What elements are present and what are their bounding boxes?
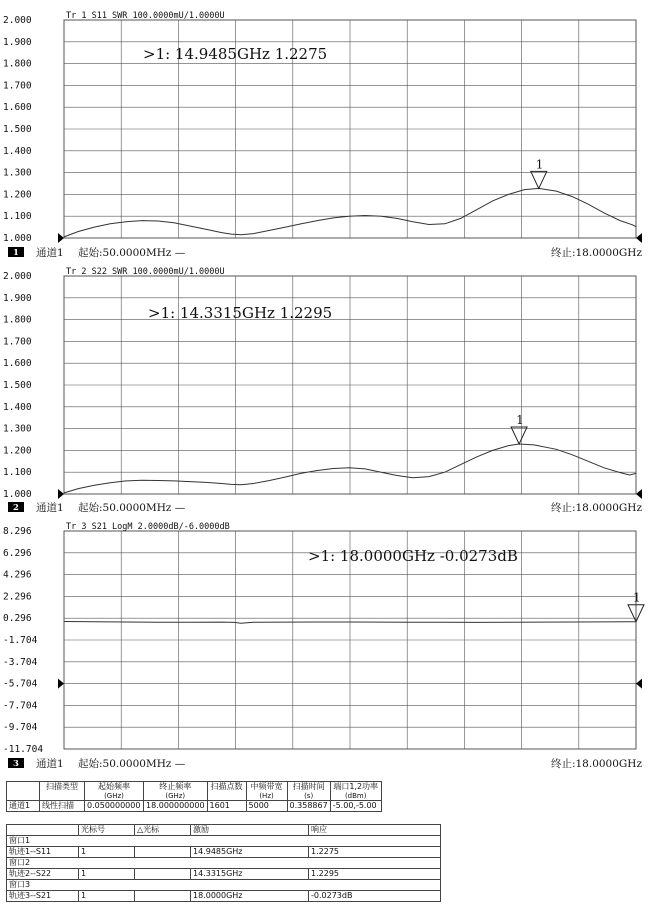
y-tick-label: 1.800 xyxy=(3,314,32,326)
marker-table-header-row xyxy=(7,825,441,836)
y-tick-label: 2.000 xyxy=(3,15,32,26)
y-tick-label: -3.704 xyxy=(3,656,38,668)
window-row xyxy=(7,880,441,891)
y-tick-label: 1.200 xyxy=(3,445,32,457)
reference-arrow-right xyxy=(636,489,642,499)
sweep-header-cell: 终止频率 (GHz) xyxy=(144,782,208,801)
sweep-header-cell: 扫描点数 xyxy=(207,782,246,801)
marker-row xyxy=(7,869,441,880)
channel-label: 通道1 xyxy=(36,247,64,259)
start-frequency-label: 起始:50.0000MHz — xyxy=(78,758,186,770)
trace-header: Tr 1 S11 SWR 100.0000mU/1.0000U xyxy=(66,11,225,21)
sweep-header-cell: 扫描时间 (s) xyxy=(287,782,330,801)
sweep-settings-row xyxy=(7,801,382,812)
stop-frequency-label: 终止:18.0000GHz xyxy=(550,758,642,770)
y-tick-label: 1.500 xyxy=(3,124,32,135)
start-freq-cell: 0.050000000 xyxy=(85,801,144,812)
y-tick-label: 1.000 xyxy=(3,489,32,500)
y-tick-label: 1.600 xyxy=(3,102,32,114)
y-tick-label: 6.296 xyxy=(3,547,32,559)
marker-table xyxy=(6,824,441,902)
y-tick-label: 1.900 xyxy=(3,292,32,304)
chart-panel-1 xyxy=(3,11,642,259)
channel-cell: 通道1 xyxy=(7,801,40,812)
delta-marker-cell xyxy=(135,891,191,902)
y-tick-label: 4.296 xyxy=(3,569,32,581)
y-tick-label: 1.300 xyxy=(3,167,32,179)
marker-readout: >1: 14.9485GHz 1.2275 xyxy=(143,45,328,63)
trace-header: Tr 3 S21 LogM 2.0000dB/-6.0000dB xyxy=(66,522,230,532)
marker-header-cell: △光标 xyxy=(135,825,191,836)
sweep-header-cell: 中频带宽 (Hz) xyxy=(246,782,287,801)
marker-label: 1 xyxy=(516,412,524,427)
sweep-settings-table xyxy=(6,781,382,812)
window-label: 窗口3 xyxy=(7,880,441,891)
delta-marker-cell xyxy=(135,847,191,858)
window-row xyxy=(7,858,441,869)
chart-panel-2 xyxy=(3,267,642,514)
reference-arrow-right xyxy=(636,679,642,689)
start-frequency-label: 起始:50.0000MHz — xyxy=(78,502,186,514)
trace-cell: 轨迹2--S22 xyxy=(7,869,79,880)
marker-number-cell: 1 xyxy=(79,869,135,880)
stimulus-cell: 18.0000GHz xyxy=(191,891,309,902)
start-frequency-label: 起始:50.0000MHz — xyxy=(78,247,186,259)
marker-triangle xyxy=(511,427,527,444)
reference-arrow-left xyxy=(58,679,64,689)
y-tick-label: 1.100 xyxy=(3,211,32,223)
marker-header-cell xyxy=(7,825,79,836)
y-tick-label: 8.296 xyxy=(3,526,32,537)
stimulus-cell: 14.3315GHz xyxy=(191,869,309,880)
reference-arrow-left xyxy=(58,233,64,243)
channel-label: 通道1 xyxy=(36,758,64,770)
trace-cell: 轨迹3--S21 xyxy=(7,891,79,902)
stop-frequency-label: 终止:18.0000GHz xyxy=(550,502,642,514)
y-tick-label: 1.900 xyxy=(3,36,32,48)
marker-row xyxy=(7,847,441,858)
points-cell: 1601 xyxy=(207,801,246,812)
y-tick-label: 1.100 xyxy=(3,467,32,479)
marker-row xyxy=(7,891,441,902)
window-label: 窗口1 xyxy=(7,836,441,847)
y-tick-label: 2.296 xyxy=(3,591,32,603)
stimulus-cell: 14.9485GHz xyxy=(191,847,309,858)
y-tick-label: -5.704 xyxy=(3,678,38,690)
y-tick-label: 1.600 xyxy=(3,358,32,370)
port-power-cell: -5.00,-5.00 xyxy=(330,801,381,812)
y-tick-label: -7.704 xyxy=(3,700,38,712)
delta-marker-cell xyxy=(135,869,191,880)
y-tick-label: 0.296 xyxy=(3,613,32,625)
response-cell: -0.0273dB xyxy=(309,891,441,902)
sweep-header-cell: 起始频率 (GHz) xyxy=(85,782,144,801)
channel-badge-number: 3 xyxy=(13,759,19,769)
y-tick-label: 1.700 xyxy=(3,80,32,92)
window-row xyxy=(7,836,441,847)
chart-panel-3 xyxy=(3,522,644,770)
y-tick-label: 1.700 xyxy=(3,336,32,348)
reference-arrow-left xyxy=(58,489,64,499)
marker-label: 1 xyxy=(535,157,544,172)
y-tick-label: -11.704 xyxy=(3,744,44,755)
sweep-header-cell: 扫描类型 xyxy=(40,782,85,801)
marker-triangle xyxy=(531,171,547,188)
y-tick-label: -1.704 xyxy=(3,635,38,646)
sweep-time-cell: 0.358867 xyxy=(287,801,330,812)
marker-number-cell: 1 xyxy=(79,847,135,858)
response-cell: 1.2275 xyxy=(309,847,441,858)
marker-readout: >1: 14.3315GHz 1.2295 xyxy=(148,304,333,322)
window-label: 窗口2 xyxy=(7,858,441,869)
y-tick-label: 1.500 xyxy=(3,380,32,391)
channel-badge-number: 2 xyxy=(13,503,19,513)
marker-header-cell: 响应 xyxy=(309,825,441,836)
y-tick-label: 1.000 xyxy=(3,233,32,244)
marker-header-cell: 光标号 xyxy=(79,825,135,836)
marker-number-cell: 1 xyxy=(79,891,135,902)
y-tick-label: 1.400 xyxy=(3,145,32,157)
stop-freq-cell: 18.000000000 xyxy=(144,801,208,812)
channel-label: 通道1 xyxy=(36,502,64,514)
if-bandwidth-cell: 5000 xyxy=(246,801,287,812)
sweep-type-cell: 线性扫描 xyxy=(40,801,85,812)
y-tick-label: 2.000 xyxy=(3,271,32,282)
y-tick-label: -9.704 xyxy=(3,722,38,734)
marker-label: 1 xyxy=(633,590,641,605)
y-tick-label: 1.200 xyxy=(3,189,32,201)
y-tick-label: 1.400 xyxy=(3,401,32,413)
sweep-header-cell: 端口1,2功率 (dBm) xyxy=(330,782,381,801)
sweep-header-cell xyxy=(7,782,40,801)
y-tick-label: 1.300 xyxy=(3,423,32,435)
trace-header: Tr 2 S22 SWR 100.0000mU/1.0000U xyxy=(66,267,225,277)
response-cell: 1.2295 xyxy=(309,869,441,880)
trace-cell: 轨迹1--S11 xyxy=(7,847,79,858)
marker-header-cell: 激励 xyxy=(191,825,309,836)
y-tick-label: 1.800 xyxy=(3,58,32,70)
stop-frequency-label: 终止:18.0000GHz xyxy=(550,247,642,259)
marker-readout: >1: 18.0000GHz -0.0273dB xyxy=(308,547,518,565)
channel-badge-number: 1 xyxy=(13,248,19,258)
reference-arrow-right xyxy=(636,233,642,243)
sweep-settings-header-row xyxy=(7,782,382,801)
